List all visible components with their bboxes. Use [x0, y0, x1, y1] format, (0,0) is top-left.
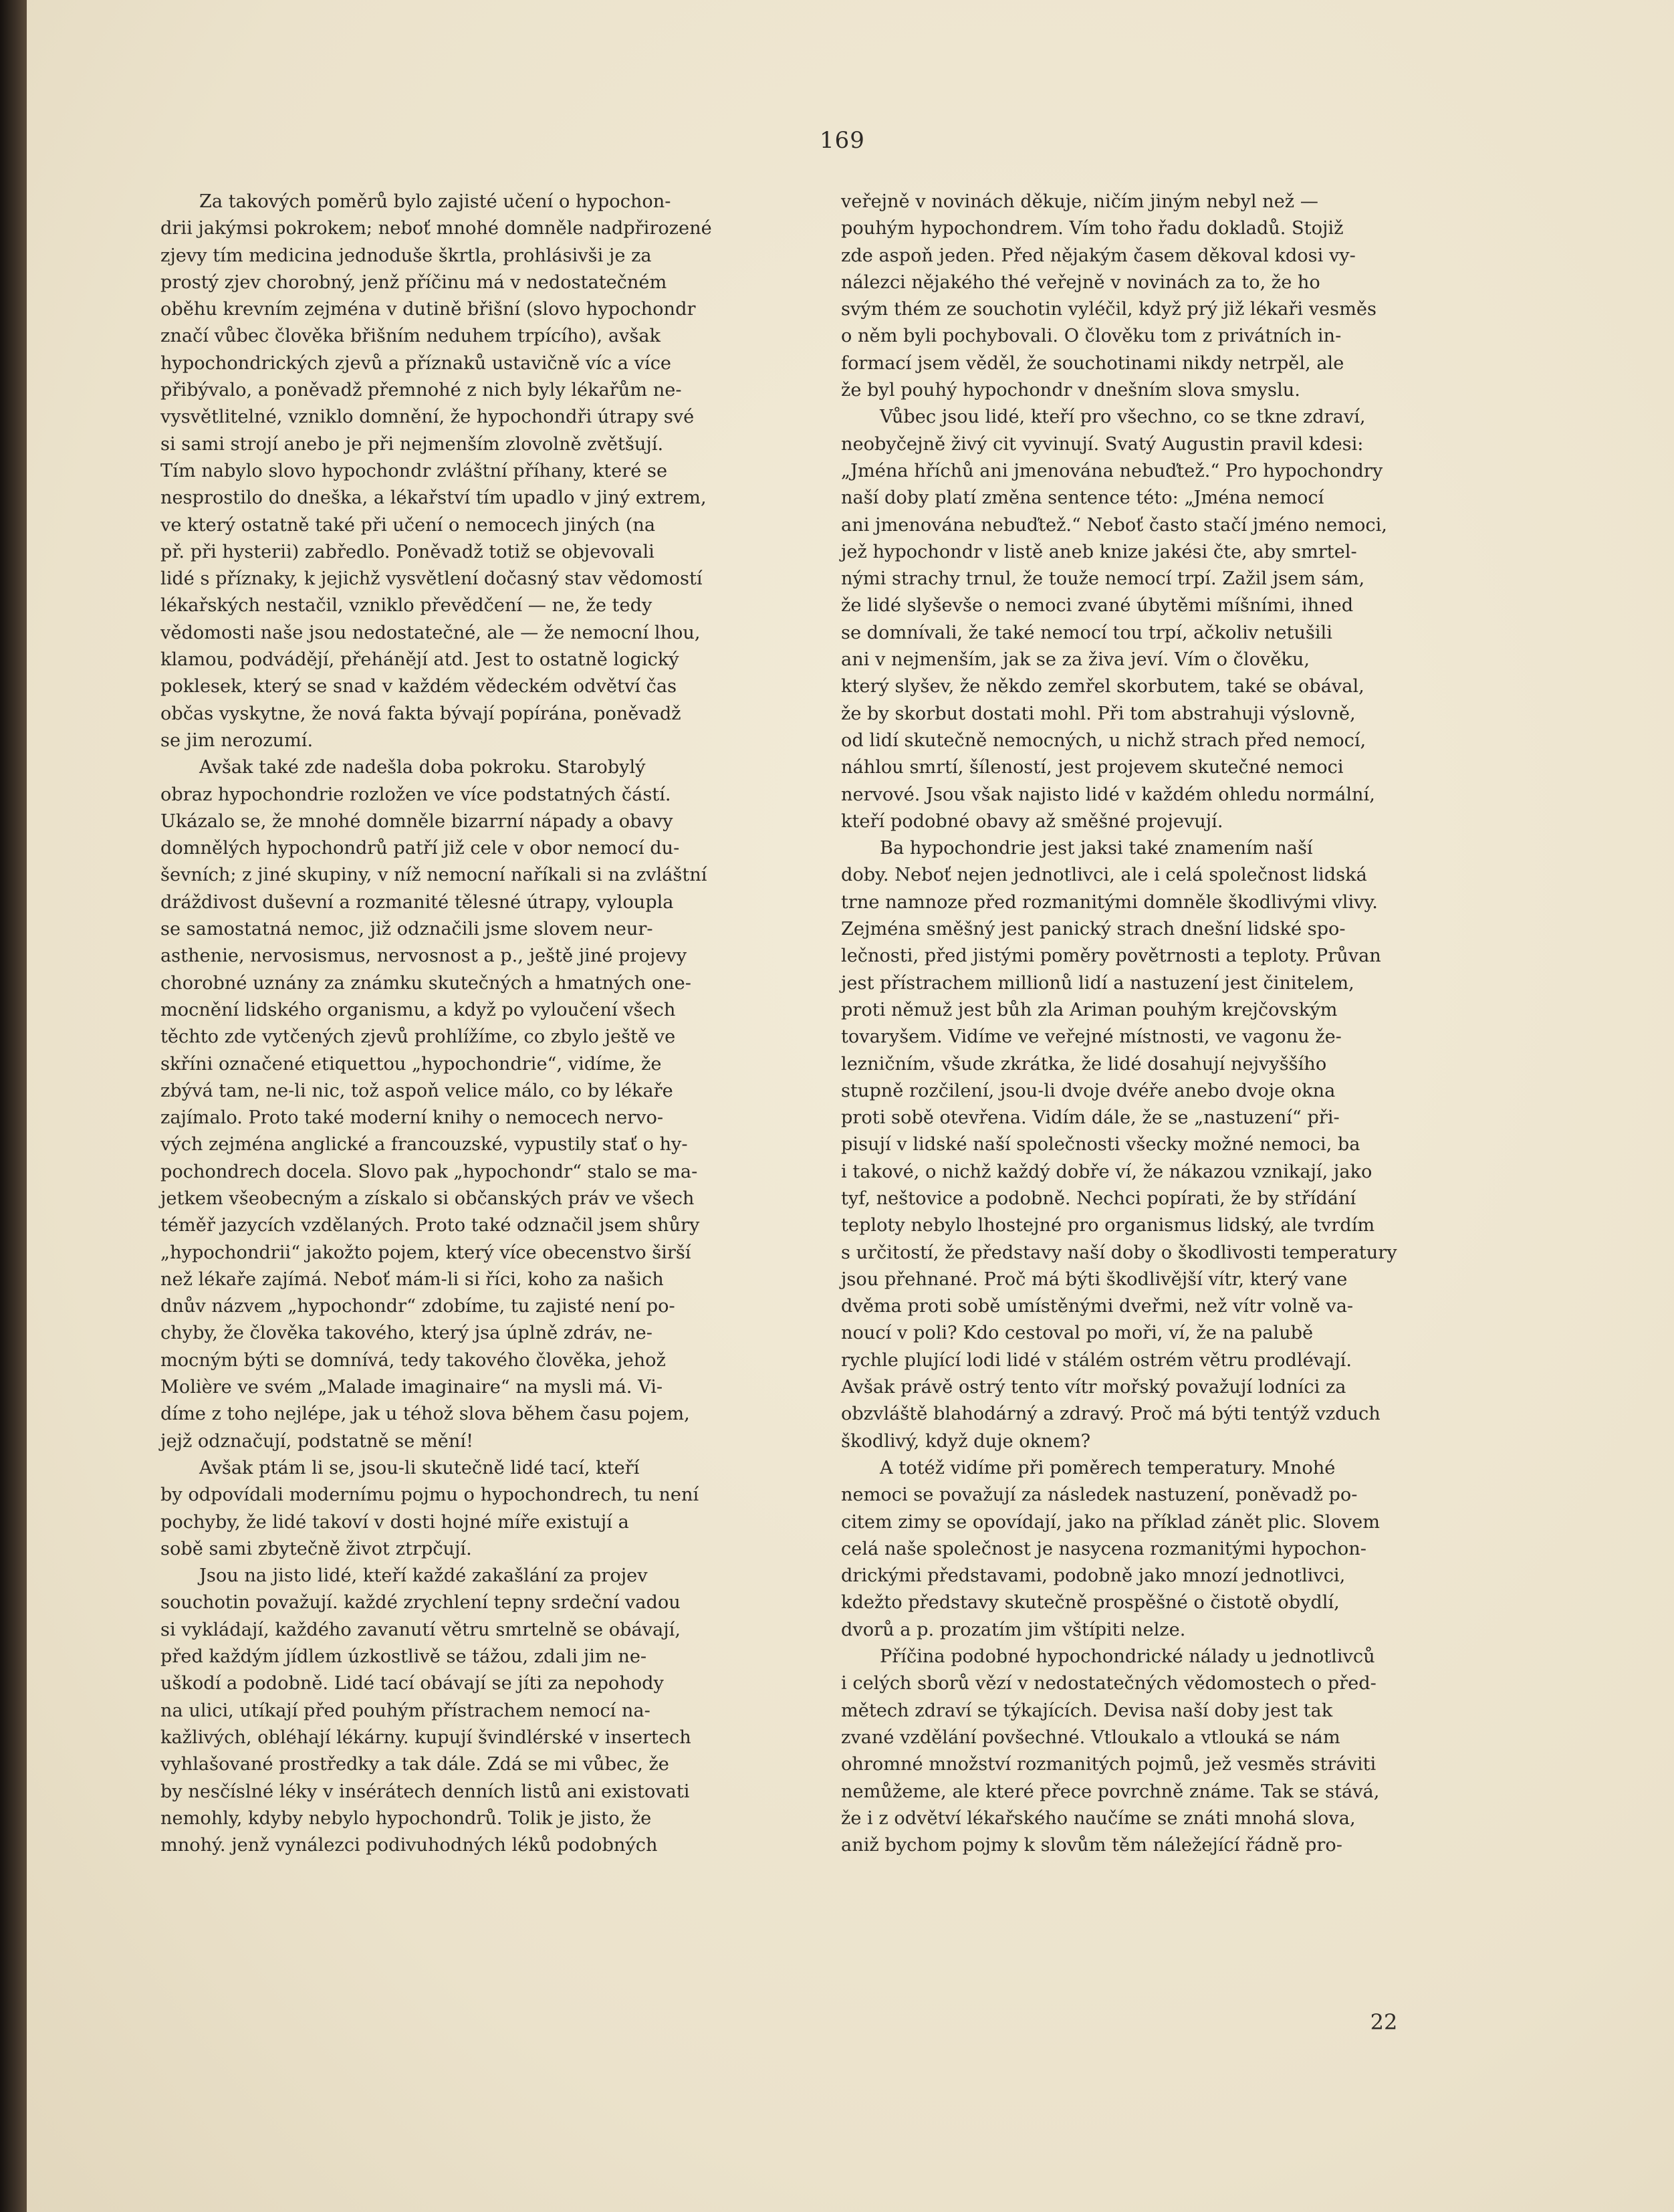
text-line: mětech zdraví se týkajících. Devisa naší doby jest tak: [841, 1700, 1333, 1721]
text-line: citem zimy se opovídají, jako na příklad zánět plic. Slovem: [841, 1511, 1380, 1533]
text-line: poklesek, který se snad v každém vědeckém odvětví čas: [160, 676, 677, 697]
text-line: lezničním, všude zkrátka, že lidé dosahují nejvyššího: [841, 1053, 1327, 1075]
text-line: kteří podobné obavy až směšné projevují.: [841, 810, 1223, 832]
text-line: ohromné množství rozmanitých pojmů, jež vesměs stráviti: [841, 1754, 1377, 1775]
text-line: Tím nabylo slovo hypochondr zvláštní příhany, které se: [160, 460, 668, 481]
text-line: chorobné uznány za známku skutečných a hmatných one-: [160, 972, 691, 994]
text-line: doby. Neboť nejen jednotlivci, ale i celá společnost lidská: [841, 865, 1367, 886]
text-line: A totéž vidíme při poměrech temperatury. Mnohé: [880, 1457, 1336, 1478]
text-line: domnělých hypochondrů patří již cele v obor nemocí du-: [160, 838, 680, 859]
text-line: i celých sborů vězí v nedostatečných vědomostech o před-: [841, 1673, 1377, 1694]
text-line: obzvláště blahodárný a zdravý. Proč má býti tentýž vzduch: [841, 1404, 1381, 1425]
text-line: mocným býti se domnívá, tedy takového člověka, jehož: [160, 1349, 666, 1371]
text-line: škodlivý, když duje oknem?: [841, 1430, 1091, 1452]
text-line: tovaryšem. Vidíme ve veřejné místnosti, ve vagonu že-: [841, 1026, 1342, 1048]
text-column-left: [160, 189, 829, 1859]
text-line: si sami strojí anebo je při nejmenším zlovolně zvětšují.: [160, 433, 664, 455]
text-line: ve který ostatně také při učení o nemocech jiných (na: [160, 514, 656, 536]
text-line: dnův názvem „hypochondr“ zdobíme, tu zajisté není po-: [160, 1296, 675, 1317]
text-line: teploty nebylo lhostejné pro organismus lidský, ale tvrdím: [841, 1215, 1375, 1236]
text-line: pisují v lidské naší společnosti všecky možné nemoci, ba: [841, 1134, 1360, 1155]
text-line: než lékaře zajímá. Neboť mám-li si říci, koho za našich: [160, 1268, 664, 1290]
text-line: vysvětlitelné, vzniklo domnění, že hypochondři útrapy své: [160, 407, 695, 428]
text-line: Příčina podobné hypochondrické nálady u jednotlivců: [880, 1646, 1375, 1668]
text-line: vyhlašované prostředky a tak dále. Zdá se mi vůbec, že: [160, 1754, 669, 1775]
text-line: proti němuž jest bůh zla Ariman pouhým krejčovským: [841, 999, 1338, 1020]
text-line: prostý zjev chorobný, jenž příčinu má v nedostatečném: [160, 271, 667, 293]
text-line: by odpovídali modernímu pojmu o hypochondrech, tu není: [160, 1484, 699, 1506]
text-line: s určitostí, že představy naší doby o škodlivosti temperatury: [841, 1242, 1397, 1263]
text-line: svým thém ze souchotin vyléčil, když prý již lékaři vesměs: [841, 299, 1377, 320]
text-line: stupně rozčilení, jsou-li dvoje dvéře anebo dvoje okna: [841, 1080, 1336, 1101]
text-line: hypochondrických zjevů a příznaků ustavičně víc a více: [160, 352, 672, 374]
text-line: Za takových poměrů bylo zajisté učení o hypochon-: [199, 191, 671, 212]
text-line: mnohý. jenž vynálezci podivuhodných léků podobných: [160, 1835, 658, 1856]
text-line: obraz hypochondrie rozložen ve více podstatných částí.: [160, 784, 671, 805]
text-line: proti sobě otevřena. Vidím dále, že se „nastuzení“ při-: [841, 1107, 1340, 1129]
text-line: že by skorbut dostati mohl. Při tom abstrahuji výslovně,: [841, 703, 1356, 724]
text-line: aniž bychom pojmy k slovům těm náležející řádně pro-: [841, 1835, 1342, 1856]
text-line: těchto zde vytčených zjevů prohlížíme, co zbylo ještě ve: [160, 1026, 676, 1048]
text-line: formací jsem věděl, že souchotinami nikdy netrpěl, ale: [841, 352, 1344, 374]
text-line: nervové. Jsou však najisto lidé v každém ohledu normální,: [841, 784, 1375, 805]
text-line: se samostatná nemoc, již odznačili jsme slovem neur-: [160, 919, 653, 940]
text-line: od lidí skutečně nemocných, u nichž strach před nemocí,: [841, 730, 1366, 751]
text-line: lidé s příznaky, k jejichž vysvětlení dočasný stav vědomostí: [160, 568, 703, 590]
text-line: Zejména směšný jest panický strach dnešní lidské spo-: [841, 919, 1346, 940]
text-line: kažlivých, obléhají lékárny. kupují švindlérské v insertech: [160, 1727, 691, 1748]
text-line: chyby, že člověka takového, který jsa úplně zdráv, ne-: [160, 1323, 652, 1344]
text-line: občas vyskytne, že nová fakta bývají popírána, poněvadž: [160, 703, 681, 724]
text-line: souchotin považují. každé zrychlení tepny srdeční vadou: [160, 1592, 681, 1614]
text-line: zjevy tím medicina jednoduše škrtla, prohlásivši je za: [160, 245, 652, 266]
text-line: „Jména hříchů ani jmenována nebuďtež.“ Pro hypochondry: [841, 460, 1383, 481]
text-line: jest přístrachem millionů lidí a nastuzení jest činitelem,: [841, 972, 1354, 994]
book-page: [27, 0, 1674, 2212]
text-line: se jim nerozumí.: [160, 730, 314, 751]
text-line: dráždivost duševní a rozmanité tělesné útrapy, vyloupla: [160, 891, 674, 913]
text-line: by nesčíslné léky v insérátech denních listů ani existovati: [160, 1781, 690, 1802]
text-line: že byl pouhý hypochondr v dnešním slova smyslu.: [841, 380, 1300, 401]
text-line: nými strachy trnul, že touže nemocí trpí. Zažil jsem sám,: [841, 568, 1365, 590]
text-line: veřejně v novinách děkuje, ničím jiným nebyl než —: [841, 191, 1318, 212]
text-line: uškodí a podobně. Lidé tací obávají se jíti za nepohody: [160, 1673, 664, 1694]
text-line: na ulici, utíkají před pouhým přístrachem nemocí na-: [160, 1700, 650, 1721]
text-column-right: [841, 189, 1510, 1859]
text-line: značí vůbec člověka břišním neduhem trpícího), avšak: [160, 326, 661, 347]
text-line: díme z toho nejlépe, jak u téhož slova během času pojem,: [160, 1404, 690, 1425]
text-line: zvané vzdělání povšechné. Vtloukalo a vtlouká se nám: [841, 1727, 1340, 1748]
text-line: nálezci nějakého thé veřejně v novinách za to, že ho: [841, 271, 1320, 293]
text-line: pouhým hypochondrem. Vím toho řadu dokladů. Stojiž: [841, 218, 1344, 239]
text-line: sobě sami zbytečně život ztrpčují.: [160, 1538, 472, 1559]
text-line: mocnění lidského organismu, a když po vyloučení všech: [160, 999, 676, 1020]
text-line: celá naše společnost je nasycena rozmanitými hypochon-: [841, 1538, 1366, 1559]
text-line: kdežto představy skutečně prospěšné o čistotě obydlí,: [841, 1592, 1340, 1614]
text-line: rychle plující lodi lidé v stálém ostrém větru prodlévají.: [841, 1349, 1352, 1371]
text-line: oběhu krevním zejména v dutině břišní (slovo hypochondr: [160, 299, 696, 320]
text-line: vých zejména anglické a francouzské, vypustily stať o hy-: [160, 1134, 688, 1155]
text-line: si vykládají, každého zavanutí větru smrtelně se obávají,: [160, 1619, 681, 1640]
text-line: Jsou na jisto lidé, kteří každé zakašlání za projev: [199, 1565, 648, 1587]
text-line: jetkem všeobecným a získalo si občanských práv ve všech: [160, 1188, 695, 1209]
text-line: že lidé slyševše o nemoci zvané úbytěmi míšními, ihned: [841, 595, 1354, 617]
text-line: i takové, o nichž každý dobře ví, že nákazou vznikají, jako: [841, 1161, 1372, 1182]
text-line: Avšak právě ostrý tento vítr mořský považují lodníci za: [841, 1377, 1346, 1398]
text-line: jejž odznačují, podstatně se mění!: [160, 1430, 473, 1452]
text-line: Avšak také zde nadešla doba pokroku. Starobylý: [199, 757, 646, 778]
text-line: pochondrech docela. Slovo pak „hypochondr“ stalo se ma-: [160, 1161, 698, 1182]
text-line: Ukázalo se, že mnohé domněle bizarrní nápady a obavy: [160, 810, 673, 832]
text-line: tyf, neštovice a podobně. Nechci popírati, že by střídání: [841, 1188, 1356, 1209]
text-line: drickými představami, podobně jako mnozí jednotlivci,: [841, 1565, 1346, 1587]
text-line: nesprostilo do dneška, a lékařství tím upadlo v jiný extrem,: [160, 487, 707, 509]
text-line: zajímalo. Proto také moderní knihy o nemocech nervo-: [160, 1107, 664, 1129]
text-line: že i z odvětví lékařského naučíme se znáti mnohá slova,: [841, 1807, 1356, 1829]
text-line: který slyšev, že někdo zemřel skorbutem, také se obával,: [841, 676, 1364, 697]
text-line: dvěma proti sobě umístěnými dveřmi, než vítr volně va-: [841, 1296, 1354, 1317]
text-line: asthenie, nervosismus, nervosnost a p., ještě jiné projevy: [160, 946, 687, 967]
book-binding-edge: [0, 0, 27, 2212]
text-line: před každým jídlem úzkostlivě se tážou, zdali jim ne-: [160, 1646, 647, 1668]
text-line: trne namnoze před rozmanitými domněle škodlivými vlivy.: [841, 891, 1378, 913]
text-line: Avšak ptám li se, jsou-li skutečně lidé tací, kteří: [199, 1457, 640, 1478]
text-line: neobyčejně živý cit vyvinují. Svatý Augustin pravil kdesi:: [841, 433, 1364, 455]
text-line: ani jmenována nebuďtež.“ Neboť často stačí jméno nemoci,: [841, 514, 1387, 536]
text-line: vědomosti naše jsou nedostatečné, ale — že nemocní lhou,: [160, 622, 701, 643]
text-line: Ba hypochondrie jest jaksi také znamením naší: [880, 838, 1313, 859]
text-line: Molière ve svém „Malade imaginaire“ na mysli má. Vi-: [160, 1377, 663, 1398]
text-line: pochyby, že lidé takoví v dosti hojné míře existují a: [160, 1511, 629, 1533]
text-line: ani v nejmenším, jak se za živa jeví. Vím o člověku,: [841, 649, 1310, 671]
text-line: „hypochondrii“ jakožto pojem, který více obecenstvo širší: [160, 1242, 691, 1263]
text-line: př. při hysterii) zabředlo. Poněvadž totiž se objevovali: [160, 541, 654, 562]
text-line: se domnívali, že také nemocí tou trpí, ačkoliv netušili: [841, 622, 1332, 643]
text-line: jež hypochondr v listě aneb knize jakési čte, aby smrtel-: [841, 541, 1357, 562]
text-line: zde aspoň jeden. Před nějakým časem děkoval kdosi vy-: [841, 245, 1356, 266]
text-line: skříni označené etiquettou „hypochondrie“, vidíme, že: [160, 1053, 662, 1075]
text-line: téměř jazycích vzdělaných. Proto také odznačil jsem shůry: [160, 1215, 700, 1236]
text-line: Vůbec jsou lidé, kteří pro všechno, co se tkne zdraví,: [880, 407, 1366, 428]
text-line: náhlou smrtí, šíleností, jest projevem skutečné nemoci: [841, 757, 1344, 778]
text-line: o něm byli pochybovali. O člověku tom z privátních in-: [841, 326, 1342, 347]
text-line: jsou přehnané. Proč má býti škodlivější vítr, který vane: [841, 1268, 1348, 1290]
text-line: lečnosti, před jistými poměry povětrnosti a teploty. Průvan: [841, 946, 1381, 967]
text-line: naší doby platí změna sentence této: „Jména nemocí: [841, 487, 1324, 509]
text-line: drii jakýmsi pokrokem; neboť mnohé domněle nadpřirozené: [160, 218, 712, 239]
text-line: nemůžeme, ale které přece povrchně známe. Tak se stává,: [841, 1781, 1380, 1802]
page-number: 169: [820, 127, 865, 154]
signature-mark: 22: [1370, 2009, 1398, 2035]
text-line: noucí v poli? Kdo cestoval po moři, ví, že na palubě: [841, 1323, 1314, 1344]
text-line: zbývá tam, ne-li nic, tož aspoň velice málo, co by lékaře: [160, 1080, 673, 1101]
text-line: lékařských nestačil, vzniklo převědčení — ne, že tedy: [160, 595, 652, 617]
text-line: klamou, podvádějí, přehánějí atd. Jest to ostatně logický: [160, 649, 679, 671]
text-line: dvorů a p. prozatím jim vštípiti nelze.: [841, 1619, 1186, 1640]
text-line: nemoci se považují za následek nastuzení, poněvadž po-: [841, 1484, 1358, 1506]
text-line: přibývalo, a poněvadž přemnohé z nich byly lékařům ne-: [160, 380, 682, 401]
text-line: nemohly, kdyby nebylo hypochondrů. Tolik je jisto, že: [160, 1807, 652, 1829]
text-line: ševních; z jiné skupiny, v níž nemocní naříkali si na zvláštní: [160, 865, 707, 886]
